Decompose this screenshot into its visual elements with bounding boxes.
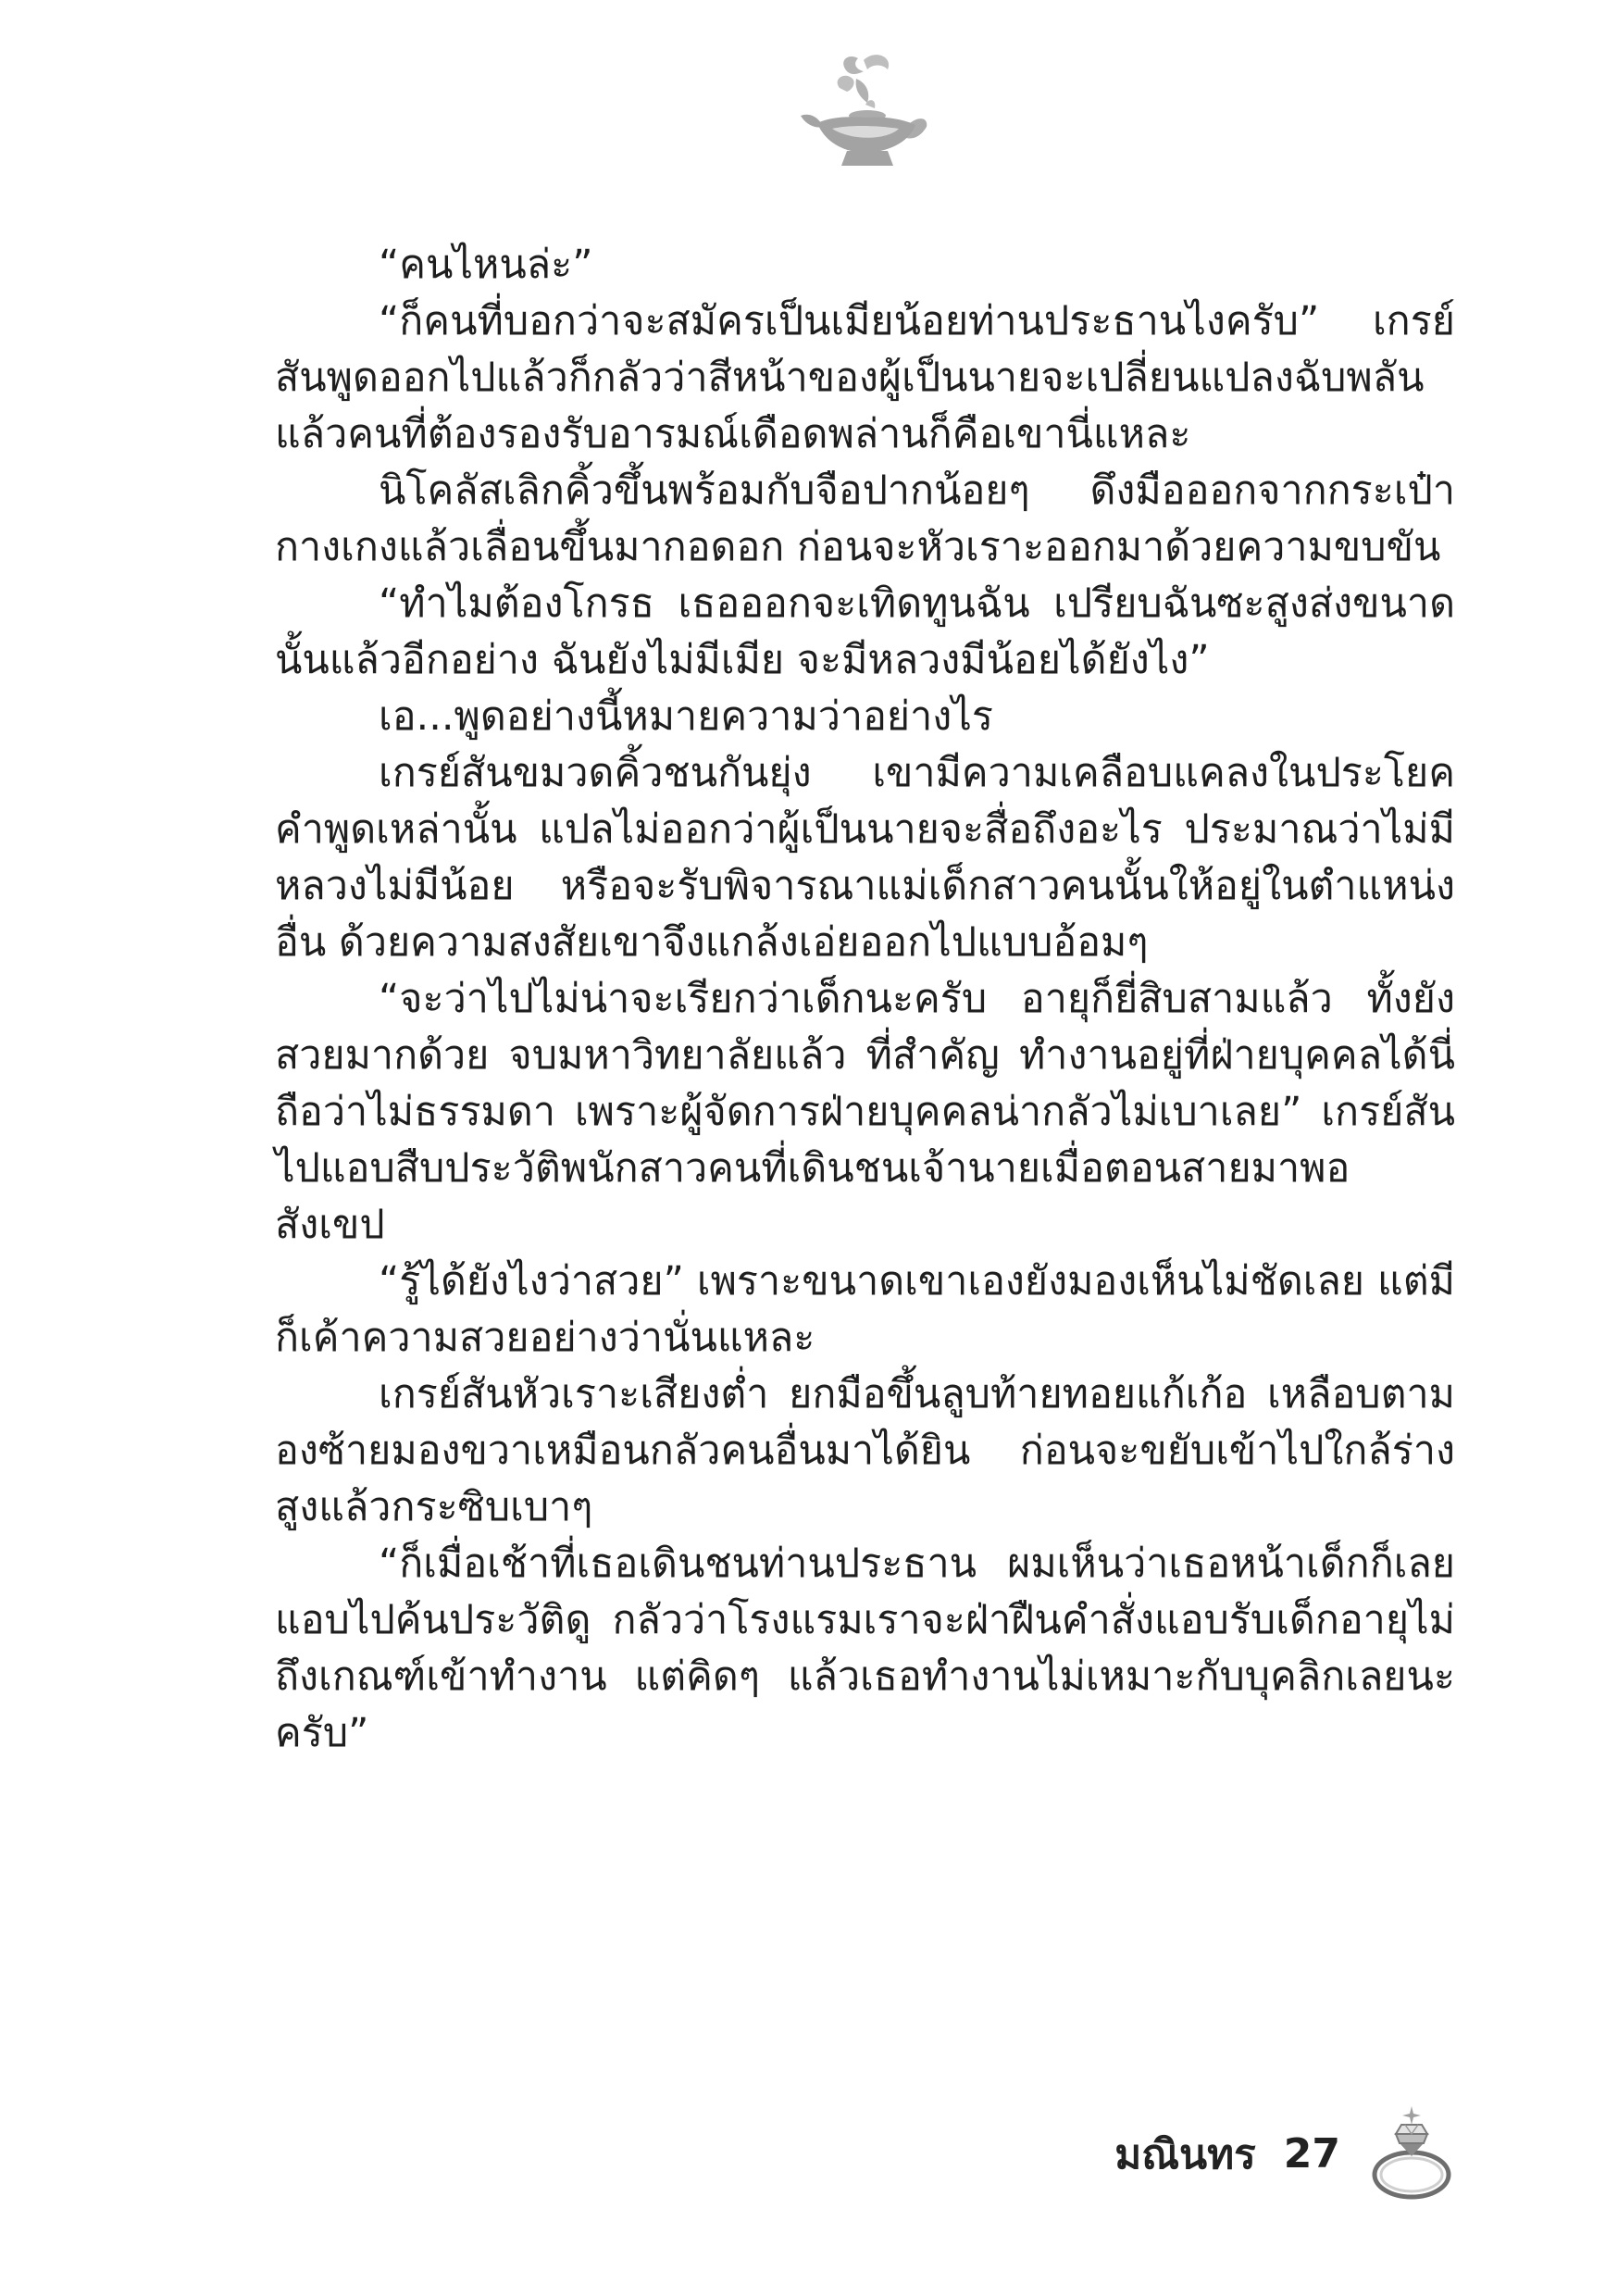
paragraph: เกรย์สันขมวดคิ้วชนกันยุ่ง เขามีความเคลือบแคลงในประโยคคำพูดเหล่านั้น แปลไม่ออกว่าผู้เป็นนายจะสื่อถึงอะไร ประมาณว่าไม่มีหลวงไม่มีน้อย หรือจะรับพิจารณาแม่เด็กสาวคนนั้นให้อยู่ในตำแหน่งอื่น ด้วยความสงสัยเขาจึงแกล้งเอ่ยออกไปแบบอ้อมๆ: [275, 750, 1455, 966]
paragraph: นิโคลัสเลิกคิ้วขึ้นพร้อมกับจือปากน้อยๆ ดึงมือออกจากกระเป๋ากางเกงแล้วเลื่อนขึ้นมากอดอก ก่อนจะหัวเราะออกมาด้วยความขบขัน: [275, 468, 1455, 570]
paragraph: “ก็เมื่อเช้าที่เธอเดินชนท่านประธาน ผมเห็นว่าเธอหน้าเด็กก็เลยแอบไปค้นประวัติดู กลัวว่าโรงแรมเราจะฝ่าฝืนคำสั่งแอบรับเด็กอายุไม่ถึงเกณฑ์เข้าทำงาน แต่คิดๆ แล้วเธอทำงานไม่เหมาะกับบุคลิกเลยนะครับ”: [275, 1541, 1455, 1756]
body-text: [275, 237, 1455, 1762]
diamond-ring-icon: [1368, 2101, 1456, 2207]
footer-title: มณินทร: [1114, 2130, 1256, 2178]
paragraph: “รู้ได้ยังไงว่าสวย” เพราะขนาดเขาเองยังมองเห็นไม่ชัดเลย แต่มีก็เค้าความสวยอย่างว่านั่นแหละ: [275, 1258, 1455, 1361]
genie-lamp-icon: [791, 51, 930, 176]
paragraph: “จะว่าไปไม่น่าจะเรียกว่าเด็กนะครับ อายุก็ยี่สิบสามแล้ว ทั้งยังสวยมากด้วย จบมหาวิทยาลัยแล้ว ที่สำคัญ ทำงานอยู่ที่ฝ่ายบุคคลได้นี่ถือว่าไม่ธรรมดา เพราะผู้จัดการฝ่ายบุคคลน่ากลัวไม่เบาเลย” เกรย์สันไปแอบสืบประวัติพนักสาวคนที่เดินชนเจ้านายเมื่อตอนสายมาพอสังเขป: [275, 976, 1455, 1248]
page-number: 27: [1283, 2130, 1340, 2177]
paragraph: “ทำไมต้องโกรธ เธอออกจะเทิดทูนฉัน เปรียบฉันซะสูงส่งขนาดนั้นแล้วอีกอย่าง ฉันยังไม่มีเมีย จะมีหลวงมีน้อยได้ยังไง”: [275, 580, 1455, 683]
page-footer: [1114, 2101, 1456, 2207]
paragraph: “ก็คนที่บอกว่าจะสมัครเป็นเมียน้อยท่านประธานไงครับ” เกรย์สันพูดออกไปแล้วก็กลัวว่าสีหน้าของผู้เป็นนายจะเปลี่ยนแปลงฉับพลันแล้วคนที่ต้องรองรับอารมณ์เดือดพล่านก็คือเขานี่แหละ: [275, 298, 1455, 457]
paragraph: เกรย์สันหัวเราะเสียงต่ำ ยกมือขึ้นลูบท้ายทอยแก้เก้อ เหลือบตามองซ้ายมองขวาเหมือนกลัวคนอื่นมาได้ยิน ก่อนจะขยับเข้าไปใกล้ร่างสูงแล้วกระซิบเบาๆ: [275, 1371, 1455, 1530]
paragraph: เอ...พูดอย่างนี้หมายความว่าอย่างไร: [379, 693, 993, 740]
paragraph: “คนไหนล่ะ”: [379, 242, 593, 288]
